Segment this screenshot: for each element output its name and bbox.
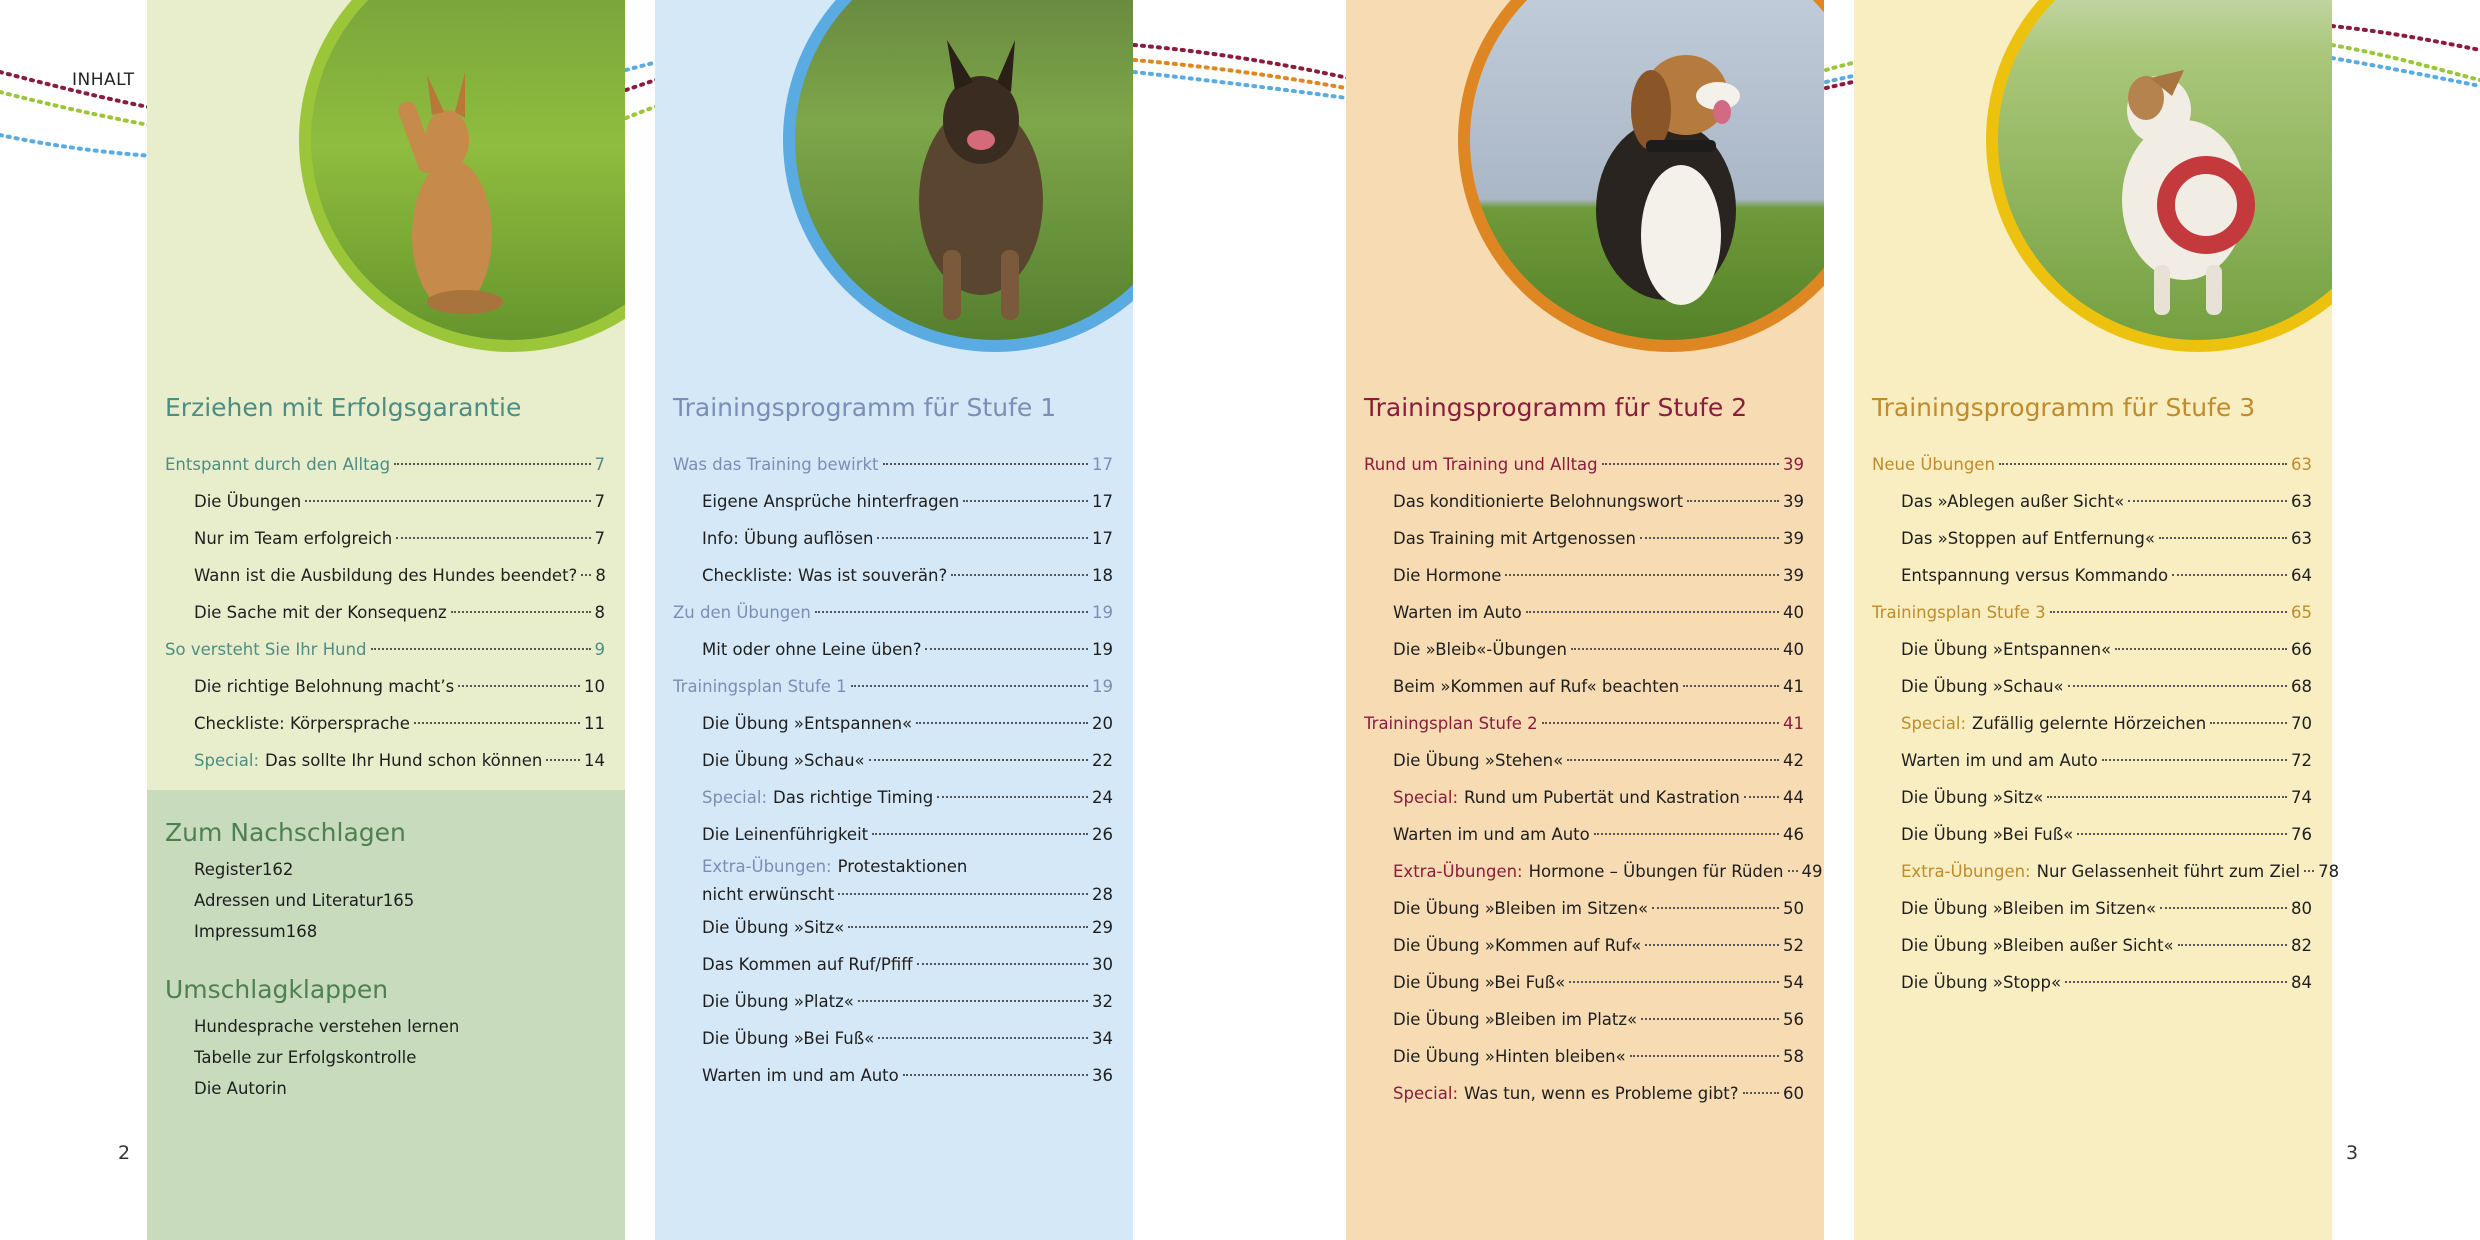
toc-chapter-entry[interactable] [1872,446,2312,483]
dot-leader [2210,722,2287,724]
dot-leader [1683,685,1779,687]
toc-entry-page: 72 [2291,751,2312,770]
toc-entry-page: 76 [2291,825,2312,844]
dot-leader [2077,833,2287,835]
toc-entry-title: Rund um Training und Alltag [1364,455,1598,474]
toc-entry-page: 60 [1783,1084,1804,1103]
toc-entry-title: Info: Übung auflösen [702,529,874,548]
toc-subentry[interactable] [673,557,1113,594]
toc-entry-page: 44 [1783,788,1804,807]
toc-subentry[interactable] [165,557,605,594]
section-heading-stufe-3: Trainingsprogramm für Stufe 3 [1872,393,2256,422]
toc-subentry[interactable] [165,520,605,557]
toc-subentry[interactable] [1364,816,1804,853]
dot-leader [925,648,1088,650]
dot-leader [2102,759,2287,761]
dot-leader [1687,500,1779,502]
toc-entry-page: 39 [1783,529,1804,548]
dot-leader [858,1000,1088,1002]
toc-entry-page: 74 [2291,788,2312,807]
toc-subentry[interactable] [673,520,1113,557]
toc-entry-title: Zufällig gelernte Hörzeichen [1972,714,2207,733]
dot-leader [2068,685,2287,687]
toc-subentry[interactable] [673,853,1113,909]
toc-entry-title: Was tun, wenn es Probleme gibt? [1464,1084,1739,1103]
toc-entry-page: 22 [1092,751,1113,770]
toc-chapter-entry[interactable] [1872,594,2312,631]
toc-subentry[interactable] [673,946,1113,983]
section-heading-stufe-2: Trainingsprogramm für Stufe 2 [1364,393,1748,422]
toc-subentry[interactable] [1872,483,2312,520]
toc-subentry[interactable] [1364,1038,1804,1075]
toc-entry-title: Checkliste: Was ist souverän? [702,566,948,585]
toc-subentry[interactable] [1364,742,1804,779]
toc-entry-title: Die Übung »Schau« [702,751,865,770]
toc-entry-page: 68 [2291,677,2312,696]
reference-entry[interactable] [165,916,605,947]
toc-entry-page: 19 [1092,677,1113,696]
toc-entry-title: Entspannt durch den Alltag [165,455,391,474]
toc-list-erziehen [165,446,605,779]
toc-entry-title: Das Kommen auf Ruf/Pfiff [702,955,913,974]
dot-leader [1630,1055,1779,1057]
toc-entry-page: 56 [1783,1010,1804,1029]
dot-leader [2160,907,2287,909]
toc-subentry[interactable] [165,483,605,520]
toc-entry-title: Hormone – Übungen für Rüden [1528,862,1784,881]
toc-chapter-entry[interactable] [165,631,605,668]
dot-leader [396,537,590,539]
dot-leader [851,685,1088,687]
dot-leader [903,1074,1088,1076]
toc-entry-title: Neue Übungen [1872,455,1995,474]
toc-subentry[interactable] [673,631,1113,668]
toc-entry-title: Trainingsplan Stufe 3 [1872,603,2046,622]
section-heading-erziehen: Erziehen mit Erfolgsgarantie [165,393,522,422]
toc-subentry[interactable] [1872,742,2312,779]
column-stufe-1 [655,0,1133,1240]
toc-subentry[interactable] [1872,853,2340,890]
toc-entry-page: 46 [1783,825,1804,844]
toc-entry-title: Das »Ablegen außer Sicht« [1901,492,2125,511]
dot-leader [581,574,591,576]
toc-chapter-entry[interactable] [673,594,1113,631]
dot-leader [951,574,1088,576]
toc-entry-page: 58 [1783,1047,1804,1066]
toc-entry-title: So versteht Sie Ihr Hund [165,640,367,659]
reference-entry-page: 162 [261,860,294,879]
toc-entry-page: 14 [584,751,605,770]
column-erziehen [147,0,625,1240]
dot-leader [305,500,590,502]
dot-leader [916,722,1088,724]
toc-entry-prefix: Extra-Übungen: [1393,862,1523,881]
dot-leader [1569,981,1779,983]
toc-entry-page: 63 [2291,455,2312,474]
toc-entry-title: Protestaktionen [837,857,968,876]
toc-entry-title: Checkliste: Körpersprache [194,714,410,733]
page-number-left: 2 [118,1142,131,1164]
reference-entry[interactable] [165,885,605,916]
reference-entry-title: Adressen und Literatur [194,891,383,910]
toc-entry-title: Die Übung »Bleiben im Platz« [1393,1010,1638,1029]
column-stufe-2 [1346,0,1824,1240]
toc-subentry[interactable] [165,742,605,779]
toc-entry-page: 70 [2291,714,2312,733]
dot-leader [877,537,1088,539]
toc-subentry[interactable] [673,983,1113,1020]
toc-entry-title: Eigene Ansprüche hinterfragen [702,492,960,511]
toc-entry-title-cont: nicht erwünscht [702,885,835,904]
toc-list-stufe-3 [1872,446,2340,1001]
reference-entry-title: Tabelle zur Erfolgskontrolle [194,1048,417,1067]
toc-entry-page: 24 [1092,788,1113,807]
dot-leader [2047,796,2287,798]
toc-subentry[interactable] [1364,890,1804,927]
toc-subentry[interactable] [1872,964,2312,1001]
toc-subentry[interactable] [1364,1075,1804,1112]
dot-leader [963,500,1088,502]
toc-entry-page: 8 [595,566,606,585]
toc-subentry[interactable] [673,779,1113,816]
dot-leader [883,463,1088,465]
pharaoh-hound-begging-photo [147,0,625,380]
reference-section-title: Zum Nachschlagen [165,818,406,847]
toc-entry-title: Das richtige Timing [773,788,934,807]
toc-subentry[interactable] [1872,520,2312,557]
toc-entry-title: Das Training mit Artgenossen [1393,529,1636,548]
toc-entry-title: Rund um Pubertät und Kastration [1464,788,1740,807]
toc-subentry[interactable] [1364,668,1804,705]
toc-chapter-entry[interactable] [1364,446,1804,483]
toc-subentry[interactable] [1364,927,1804,964]
dot-leader [1652,907,1779,909]
toc-entry-page: 50 [1783,899,1804,918]
toc-subentry[interactable] [673,816,1113,853]
toc-list-stufe-1 [673,446,1113,1094]
dot-leader [2128,500,2287,502]
toc-entry-page: 84 [2291,973,2312,992]
toc-entry-page: 19 [1092,640,1113,659]
toc-entry-page: 36 [1092,1066,1113,1085]
toc-chapter-entry[interactable] [673,446,1113,483]
toc-entry-page: 30 [1092,955,1113,974]
toc-chapter-entry[interactable] [165,446,605,483]
toc-entry-title: Zu den Übungen [673,603,811,622]
toc-subentry[interactable] [673,1020,1113,1057]
toc-entry-title: Die Übung »Bei Fuß« [702,1029,875,1048]
dot-leader [1526,611,1779,613]
toc-entry-title: Die Übung »Entspannen« [702,714,913,733]
toc-subentry[interactable] [673,742,1113,779]
reference-entry-page: 168 [285,922,318,941]
dot-leader [1641,1018,1779,1020]
toc-entry-prefix: Special: [194,751,260,770]
toc-entry-page: 63 [2291,492,2312,511]
beagle-sitting-photo [1346,0,1824,380]
toc-entry-title: Die Übungen [194,492,302,511]
toc-entry-title: Die Übung »Bei Fuß« [1393,973,1566,992]
toc-entry-page: 34 [1092,1029,1113,1048]
toc-entry-title: Die Übung »Bleiben außer Sicht« [1901,936,2174,955]
dot-leader [458,685,580,687]
toc-entry-page: 41 [1783,677,1804,696]
toc-entry-title: Die richtige Belohnung macht’s [194,677,455,696]
toc-subentry[interactable] [1872,668,2312,705]
toc-entry-page: 7 [594,492,605,511]
toc-entry-page: 82 [2291,936,2312,955]
dot-leader [838,893,1088,895]
toc-entry-title: Das »Stoppen auf Entfernung« [1901,529,2155,548]
dot-leader [546,759,580,761]
reference-entry-title: Hundesprache verstehen lernen [194,1017,460,1036]
dot-leader [371,648,591,650]
toc-entry-page: 17 [1092,492,1113,511]
toc-entry-page: 19 [1092,603,1113,622]
toc-subentry[interactable] [1872,705,2312,742]
toc-entry-text [702,853,1113,909]
dot-leader [2172,574,2287,576]
toc-subentry[interactable] [673,483,1113,520]
toc-entry-page: 17 [1092,455,1113,474]
dot-leader [2178,944,2287,946]
toc-subentry[interactable] [1872,631,2312,668]
toc-entry-prefix: Special: [1393,788,1459,807]
toc-entry-title: Warten im Auto [1393,603,1522,622]
toc-entry-page: 40 [1783,603,1804,622]
toc-entry-title: Die Leinenführigkeit [702,825,869,844]
dot-leader [1602,463,1779,465]
reference-entry[interactable] [165,1073,605,1104]
toc-entry-page: 39 [1783,566,1804,585]
dot-leader [1640,537,1779,539]
dot-leader [2304,870,2314,872]
dot-leader [1999,463,2287,465]
reference-section-title: Umschlagklappen [165,975,389,1004]
dot-leader [1645,944,1779,946]
column-stufe-3 [1854,0,2340,1240]
toc-subentry[interactable] [1872,779,2312,816]
toc-entry-page: 9 [594,640,605,659]
german-shepherd-running-photo [655,0,1133,380]
toc-entry-title: Beim »Kommen auf Ruf« beachten [1393,677,1680,696]
toc-entry-page: 28 [1092,885,1113,904]
toc-entry-title: Trainingsplan Stufe 2 [1364,714,1538,733]
jack-russell-with-ring-toy-photo [1854,0,2332,380]
toc-subentry[interactable] [1364,520,1804,557]
page-number-right: 3 [2346,1142,2359,1164]
toc-entry-prefix: Special: [1393,1084,1459,1103]
toc-subentry[interactable] [673,909,1113,946]
reference-entry[interactable] [165,1042,605,1073]
toc-subentry[interactable] [1364,964,1804,1001]
toc-subentry[interactable] [1364,594,1804,631]
reference-entry-page: 165 [382,891,415,910]
toc-entry-title: Was das Training bewirkt [673,455,879,474]
toc-entry-title: Warten im und am Auto [702,1066,899,1085]
toc-subentry[interactable] [1872,927,2312,964]
toc-entry-title: Warten im und am Auto [1393,825,1590,844]
reference-entry-title: Register [194,860,262,879]
dot-leader [2065,981,2287,983]
reference-entry[interactable] [165,854,605,885]
toc-entry-page: 52 [1783,936,1804,955]
toc-entry-page: 66 [2291,640,2312,659]
toc-entry-title: Die »Bleib«-Übungen [1393,640,1567,659]
toc-entry-title: Die Übung »Kommen auf Ruf« [1393,936,1642,955]
toc-entry-page: 54 [1783,973,1804,992]
dot-leader [869,759,1088,761]
toc-subentry[interactable] [1364,779,1804,816]
toc-entry-title: Nur im Team erfolgreich [194,529,393,548]
toc-entry-prefix: Special: [702,788,768,807]
toc-entry-title: Die Übung »Sitz« [1901,788,2044,807]
toc-subentry[interactable] [1872,890,2312,927]
toc-entry-title: Das konditionierte Belohnungswort [1393,492,1684,511]
toc-entry-page: 39 [1783,492,1804,511]
toc-entry-page: 65 [2291,603,2312,622]
toc-entry-title: Die Übung »Bei Fuß« [1901,825,2074,844]
dot-leader [1743,1092,1779,1094]
dot-leader [917,963,1088,965]
toc-entry-page: 39 [1783,455,1804,474]
toc-subentry[interactable] [1364,483,1804,520]
dot-leader [2050,611,2287,613]
reference-entry-title: Die Autorin [194,1079,287,1098]
toc-chapter-entry[interactable] [1364,705,1804,742]
toc-entry-title: Die Übung »Sitz« [702,918,845,937]
toc-entry-prefix: Special: [1901,714,1967,733]
toc-entry-title: Mit oder ohne Leine üben? [702,640,922,659]
toc-entry-page: 26 [1092,825,1113,844]
toc-entry-title: Trainingsplan Stufe 1 [673,677,847,696]
toc-entry-page: 80 [2291,899,2312,918]
toc-entry-title: Die Übung »Bleiben im Sitzen« [1901,899,2157,918]
dot-leader [2159,537,2287,539]
dot-leader [937,796,1088,798]
toc-entry-title: Die Übung »Stehen« [1393,751,1564,770]
toc-subentry[interactable] [1364,1001,1804,1038]
dot-leader [1567,759,1779,761]
toc-entry-title: Die Übung »Stopp« [1901,973,2062,992]
toc-subentry[interactable] [1364,557,1804,594]
toc-entry-title: Die Übung »Bleiben im Sitzen« [1393,899,1649,918]
dot-leader [1571,648,1779,650]
toc-entry-page: 49 [1801,862,1823,881]
dot-leader [848,926,1088,928]
toc-subentry[interactable] [165,594,605,631]
dot-leader [1542,722,1779,724]
toc-subentry[interactable] [673,1057,1113,1094]
toc-entry-page: 29 [1092,918,1113,937]
toc-entry-page: 20 [1092,714,1113,733]
toc-subentry[interactable] [165,668,605,705]
toc-entry-prefix: Extra-Übungen: [702,857,832,876]
dot-leader [2115,648,2287,650]
toc-entry-title: Die Übung »Entspannen« [1901,640,2112,659]
toc-subentry[interactable] [1872,816,2312,853]
toc-entry-title: Die Übung »Schau« [1901,677,2064,696]
toc-entry-page: 40 [1783,640,1804,659]
toc-subentry[interactable] [165,705,605,742]
toc-entry-page: 64 [2291,566,2312,585]
dot-leader [1744,796,1779,798]
toc-entry-title: Nur Gelassenheit führt zum Ziel [2036,862,2301,881]
toc-entry-title: Warten im und am Auto [1901,751,2098,770]
toc-entry-page: 63 [2291,529,2312,548]
dot-leader [878,1037,1088,1039]
toc-entry-page: 42 [1783,751,1804,770]
dot-leader [414,722,580,724]
dot-leader [815,611,1088,613]
dot-leader [872,833,1088,835]
toc-entry-title: Die Sache mit der Konsequenz [194,603,447,622]
toc-entry-title: Entspannung versus Kommando [1901,566,2169,585]
reference-entry[interactable] [165,1011,605,1042]
toc-entry-prefix: Extra-Übungen: [1901,862,2031,881]
section-heading-stufe-1: Trainingsprogramm für Stufe 1 [673,393,1057,422]
toc-entry-page: 32 [1092,992,1113,1011]
toc-subentry[interactable] [1364,631,1804,668]
reference-entry-title: Impressum [194,922,286,941]
toc-entry-page: 11 [584,714,605,733]
toc-entry-page: 78 [2318,862,2340,881]
dot-leader [451,611,591,613]
toc-entry-page: 17 [1092,529,1113,548]
toc-entry-page: 8 [594,603,605,622]
toc-entry-title: Das sollte Ihr Hund schon können [265,751,543,770]
toc-subentry[interactable] [673,705,1113,742]
toc-entry-title: Wann ist die Ausbildung des Hundes beendet? [194,566,578,585]
toc-entry-page: 7 [594,529,605,548]
toc-entry-title: Die Übung »Platz« [702,992,854,1011]
toc-entry-page: 41 [1783,714,1804,733]
toc-entry-title: Die Hormone [1393,566,1502,585]
toc-subentry[interactable] [1872,557,2312,594]
toc-list-stufe-2 [1364,446,1823,1112]
toc-entry-page: 7 [594,455,605,474]
toc-entry-page: 10 [584,677,605,696]
toc-entry-page: 18 [1092,566,1113,585]
dot-leader [1505,574,1779,576]
dot-leader [394,463,590,465]
reference-sections [165,812,605,1104]
toc-chapter-entry[interactable] [673,668,1113,705]
dot-leader [1788,870,1798,872]
running-head: INHALT [72,70,135,90]
toc-subentry[interactable] [1364,853,1823,890]
toc-entry-title: Die Übung »Hinten bleiben« [1393,1047,1626,1066]
dot-leader [1594,833,1779,835]
